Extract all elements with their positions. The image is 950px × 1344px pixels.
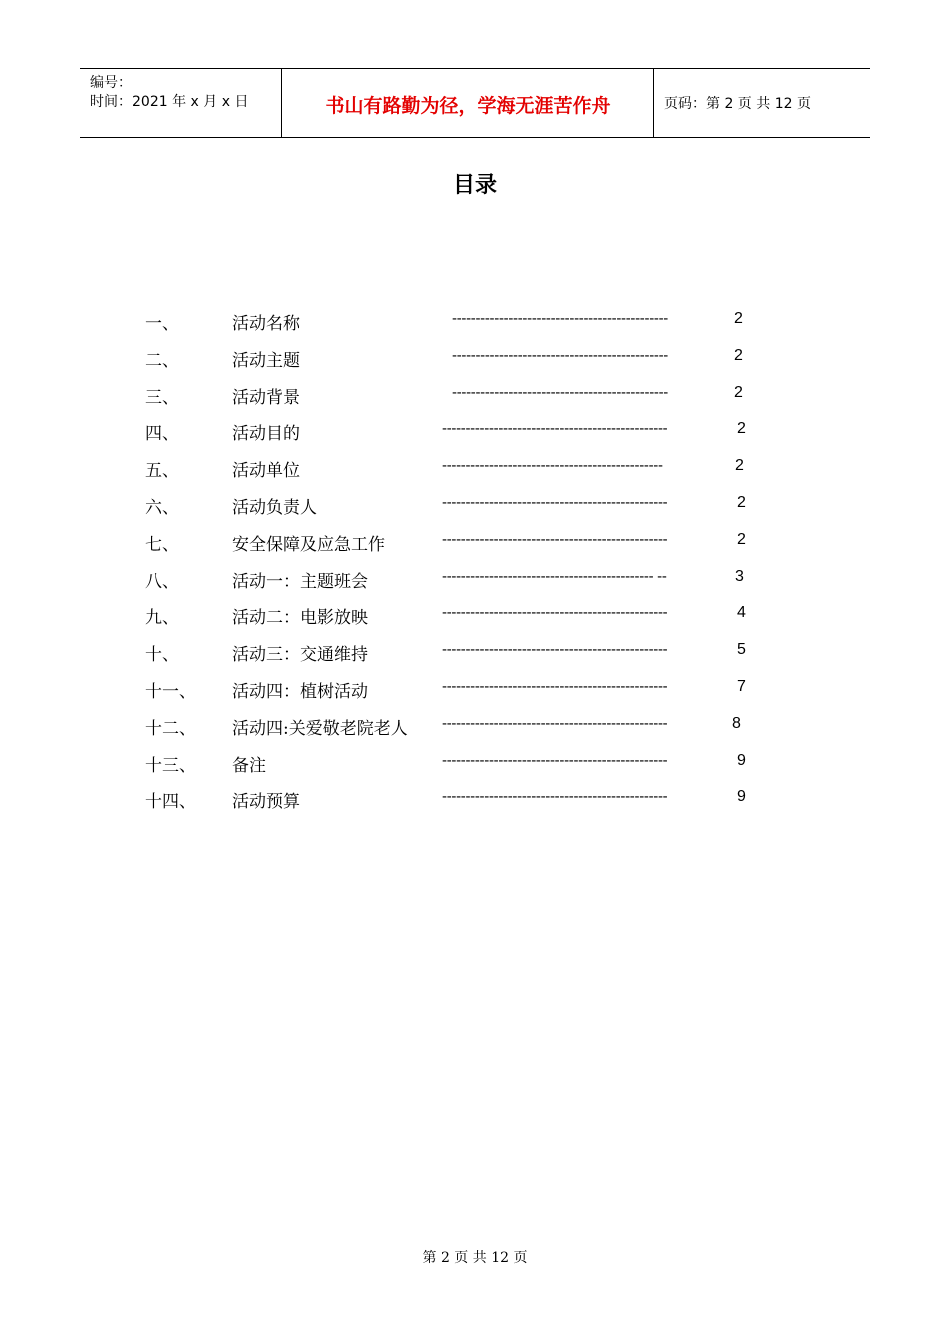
toc-entry-number: 二、: [145, 350, 179, 371]
toc-entry[interactable]: [0, 564, 950, 601]
toc-entry[interactable]: [0, 453, 950, 490]
toc-entry-leader: ------------------------------------------------: [442, 641, 668, 659]
toc-entry-number: 十二、: [145, 718, 196, 739]
toc-entry-title: 活动二：电影放映: [232, 608, 368, 629]
toc-entry-number: 九、: [145, 608, 179, 629]
toc-entry-page-number: 7: [737, 677, 746, 695]
toc-entry-page-number: 2: [737, 493, 746, 511]
toc-entry-page-number: 3: [735, 567, 744, 585]
toc-entry-title: 活动四：植树活动: [232, 681, 368, 702]
toc-entry-leader: ------------------------------------------------: [442, 530, 668, 548]
toc-entry-leader: ------------------------------------------------: [442, 604, 668, 622]
header-motto: 书山有路勤为径，学海无涯苦作舟: [325, 95, 611, 117]
toc-entry-page-number: 2: [734, 383, 743, 401]
toc-entry[interactable]: [0, 748, 950, 785]
toc-entry-title: 活动单位: [232, 461, 300, 482]
toc-entry-number: 六、: [145, 497, 179, 518]
toc-entry-number: 八、: [145, 571, 179, 592]
toc-entry-leader: ------------------------------------------------: [442, 420, 668, 438]
toc-entry-title: 安全保障及应急工作: [232, 534, 385, 555]
toc-entry-title: 活动负责人: [232, 497, 317, 518]
toc-entry-leader: ----------------------------------------------: [452, 346, 668, 364]
document-date-label: 时间：2021 年 x 月 x 日: [90, 94, 249, 110]
toc-entry[interactable]: [0, 711, 950, 748]
header-page-cell: [654, 69, 870, 137]
toc-entry[interactable]: [0, 674, 950, 711]
toc-entry-leader: ------------------------------------------------: [442, 714, 668, 732]
toc-entry-page-number: 9: [737, 788, 746, 806]
toc-entry-page-number: 2: [735, 457, 744, 475]
toc-entry-page-number: 9: [737, 751, 746, 769]
toc-entry-number: 一、: [145, 314, 179, 334]
toc-entry-page-number: 4: [737, 604, 746, 622]
toc-entry-leader: ----------------------------------------------: [452, 310, 668, 327]
toc-entry-number: 十、: [145, 645, 179, 666]
toc-entry-title: 活动四:关爱敬老院老人: [232, 718, 408, 739]
toc-entry-title: 活动背景: [232, 387, 300, 408]
toc-entry-title: 备注: [232, 755, 266, 776]
toc-entry-leader: -----------------------------------------------: [442, 457, 663, 475]
toc-entry[interactable]: [0, 527, 950, 564]
toc-entry-leader: ------------------------------------------------: [442, 677, 668, 695]
table-of-contents: [0, 306, 950, 821]
toc-entry-number: 十四、: [145, 792, 196, 813]
toc-entry-number: 四、: [145, 424, 179, 445]
document-number-label: 编号：: [90, 75, 132, 91]
toc-entry-page-number: 2: [734, 310, 743, 327]
toc-entry[interactable]: [0, 637, 950, 674]
toc-entry-number: 五、: [145, 461, 179, 482]
toc-entry[interactable]: [0, 600, 950, 637]
toc-entry-page-number: 8: [732, 714, 741, 732]
toc-entry[interactable]: [0, 380, 950, 417]
toc-entry-number: 七、: [145, 534, 179, 555]
toc-entry-leader: ------------------------------------------------: [442, 751, 668, 769]
toc-entry-leader: ------------------------------------------------: [442, 493, 668, 511]
toc-entry-title: 活动名称: [232, 314, 300, 334]
toc-entry[interactable]: [0, 343, 950, 380]
header-info-cell: [80, 69, 282, 137]
toc-entry[interactable]: [0, 490, 950, 527]
toc-entry-number: 十一、: [145, 681, 196, 702]
toc-entry-leader: ----------------------------------------------: [452, 383, 668, 401]
toc-entry[interactable]: [0, 306, 950, 343]
toc-entry-page-number: 2: [737, 420, 746, 438]
toc-entry-title: 活动目的: [232, 424, 300, 445]
page-footer: 第 2 页 共 12 页: [422, 1250, 528, 1266]
header-page-info: 页码：第 2 页 共 12 页: [664, 96, 811, 112]
page-title: 目录: [452, 173, 497, 198]
toc-entry-title: 活动三：交通维持: [232, 645, 368, 666]
toc-entry-page-number: 2: [737, 530, 746, 548]
header-motto-cell: [282, 69, 654, 137]
toc-entry-leader: --------------------------------------------- --: [442, 567, 667, 585]
toc-entry-number: 三、: [145, 387, 179, 408]
toc-entry-title: 活动一：主题班会: [232, 571, 368, 592]
toc-entry-leader: ------------------------------------------------: [442, 788, 668, 806]
page-header: [80, 68, 870, 138]
toc-entry-title: 活动预算: [232, 792, 300, 813]
toc-entry[interactable]: [0, 784, 950, 821]
toc-entry-page-number: 5: [737, 641, 746, 659]
toc-entry-number: 十三、: [145, 755, 196, 776]
toc-entry-page-number: 2: [734, 346, 743, 364]
toc-entry[interactable]: [0, 416, 950, 453]
toc-entry-title: 活动主题: [232, 350, 300, 371]
